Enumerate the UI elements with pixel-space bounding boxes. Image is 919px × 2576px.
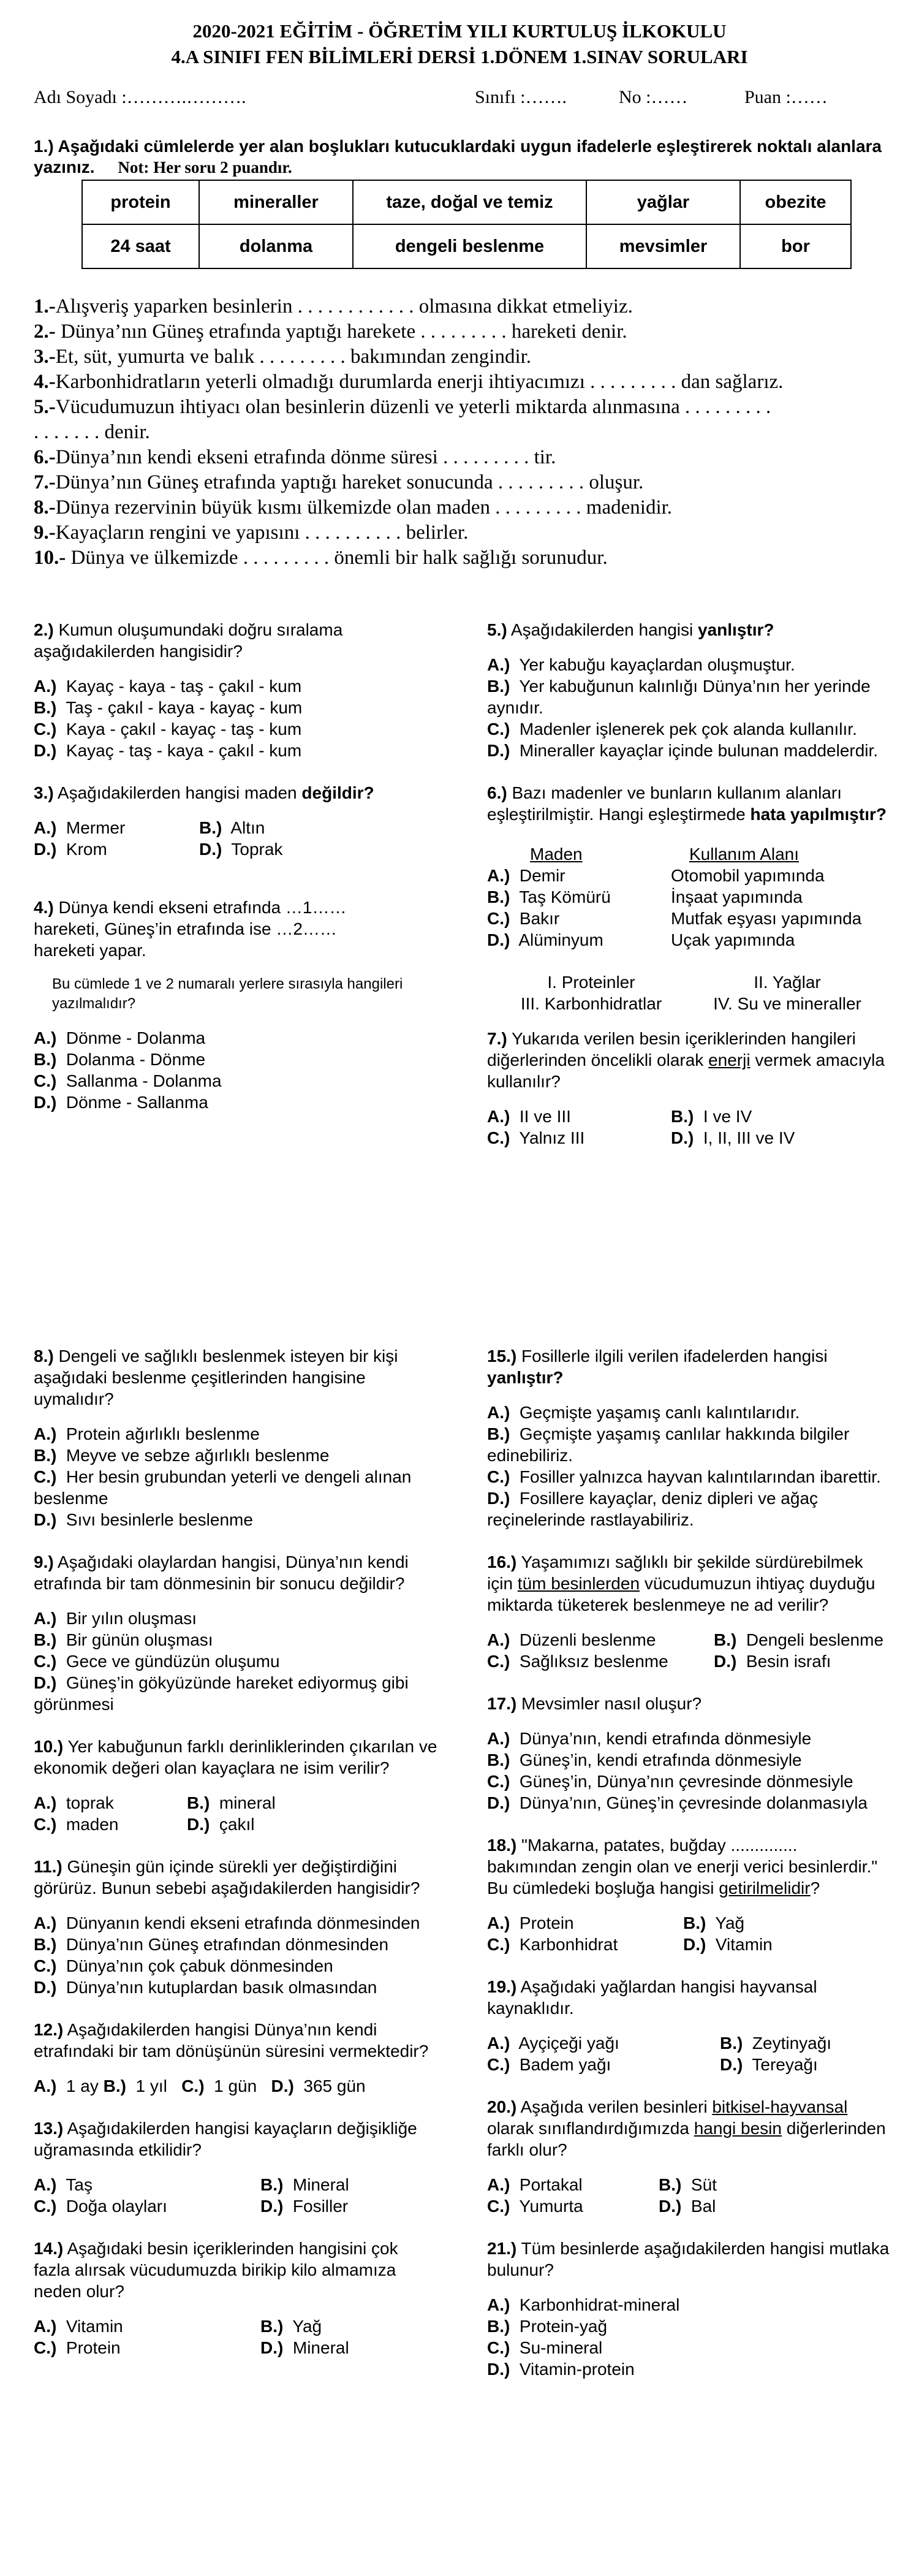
option-d[interactable]: D.) Sıvı besinlerle beslenme <box>34 1510 253 1529</box>
option-d[interactable]: D.) Fosillere kayaçlar, deniz dipleri ve ağaç reçinelerinde rastlayabiliriz. <box>487 1489 819 1529</box>
right-column-bottom <box>487 1345 891 2401</box>
question-text: 13.) Aşağıdakilerden hangisi kayaçların değişikliğe uğramasında etkilidir? <box>34 2119 417 2159</box>
exam-header <box>0 18 919 70</box>
question-text: 12.) Aşağıdakilerden hangisi Dünya’nın kendi etrafındaki bir tam dönüşünün süresini vermektedir? <box>34 2020 429 2061</box>
question-text: 4.) Dünya kendi ekseni etrafında …1…… hareketi, Güneş’in etrafında ise …2…… hareketi yapar. <box>34 898 347 960</box>
fill-item[interactable]: 9.-Kayaçların rengini ve yapısını . . . . . . . . . . belirler. <box>34 522 469 544</box>
option-d[interactable]: D.) Güneş’in gökyüzünde hareket ediyormuş gibi görünmesi <box>34 1673 409 1714</box>
question-text: 15.) Fosillerle ilgili verilen ifadelerden hangisi yanlıştır? <box>487 1347 828 1387</box>
word-cell: 24 saat <box>82 224 199 268</box>
option-a[interactable]: A.) Dünya’nın, kendi etrafında dönmesiyle <box>487 1729 812 1748</box>
option-a[interactable]: A.) toprak <box>34 1793 114 1812</box>
left-column-bottom <box>34 1345 438 2379</box>
option-c[interactable]: C.) Protein <box>34 2338 121 2357</box>
option-b[interactable]: B.) Meyve ve sebze ağırlıklı beslenme <box>34 1446 330 1465</box>
option-d[interactable]: D.) Toprak <box>199 840 283 859</box>
option-d[interactable]: D.) Besin israfı <box>714 1652 831 1671</box>
option-a[interactable]: A.) Mermer <box>34 818 126 837</box>
question-19 <box>487 1976 891 2075</box>
option-c[interactable]: C.) Sallanma - Dolanma <box>34 1071 222 1090</box>
option-b[interactable]: B.) Dolanma - Dönme <box>34 1050 206 1069</box>
option-a[interactable]: A.) Ayçiçeği yağı <box>487 2034 619 2053</box>
option-b[interactable]: B.) Yağ <box>260 2317 322 2336</box>
options <box>487 1106 891 1149</box>
option-b[interactable]: B.) Mineral <box>260 2175 349 2194</box>
option-d[interactable]: D.) Vitamin-protein <box>487 2360 635 2379</box>
question-8 <box>34 1345 438 1530</box>
question-16 <box>487 1551 891 1672</box>
option-c[interactable]: C.) Güneş’in, Dünya’nın çevresinde dönmesiyle <box>487 1772 853 1791</box>
option-b[interactable]: B.) Güneş’in, kendi etrafında dönmesiyle <box>487 1750 802 1769</box>
question-7 <box>487 971 891 1149</box>
fill-in-blanks <box>34 294 904 571</box>
option-b[interactable]: B.) Süt <box>659 2175 717 2194</box>
options <box>487 654 891 761</box>
option-b[interactable]: B.) Geçmişte yaşamış canlılar hakkında bilgiler edinebiliriz. <box>487 1424 850 1465</box>
usage-b: İnşaat yapımında <box>671 887 803 906</box>
question-5 <box>487 619 891 761</box>
question-text: 8.) Dengeli ve sağlıklı beslenmek isteyen bir kişi aşağıdaki beslenme çeşitlerinden hangisine uymalıdır? <box>34 1347 398 1408</box>
word-cell: yağlar <box>586 180 740 224</box>
question-text: 16.) Yaşamımızı sağlıklı bir şekilde sürdürebilmek için tüm besinlerden vücudumuzun ihtiyaç duyduğu miktarda tüketerek beslenmeye ne ad verilir? <box>487 1552 876 1614</box>
option-a[interactable]: A.) Yer kabuğu kayaçlardan oluşmuştur. <box>487 655 795 674</box>
option-d[interactable]: D.) Fosiller <box>260 2197 349 2216</box>
question-text: 2.) Kumun oluşumundaki doğru sıralama aşağıdakilerden hangisidir? <box>34 620 343 661</box>
question-text: 21.) Tüm besinlerde aşağıdakilerden hangisi mutlaka bulunur? <box>487 2239 890 2279</box>
fill-item[interactable]: 10.- Dünya ve ülkemizde . . . . . . . . . önemli bir halk sağlığı sorunudur. <box>34 547 608 569</box>
question-text: 6.) Bazı madenler ve bunların kullanım alanları eşleştirilmiştir. Hangi eşleştirmede hata yapılmıştır? <box>487 783 887 824</box>
option-d[interactable]: D.) Alüminyum <box>487 930 603 949</box>
question-12 <box>34 2019 438 2097</box>
nutrient-item: III. Karbonhidratlar <box>520 994 662 1013</box>
options <box>34 1608 438 1715</box>
option-a[interactable]: A.) Demir <box>487 866 565 885</box>
question-15 <box>487 1345 891 1530</box>
fill-item[interactable]: 1.-Alışveriş yaparken besinlerin . . . . . . . . . . . . olmasına dikkat etmeliyiz. <box>34 295 633 317</box>
option-b[interactable]: B.) Taş Kömürü <box>487 887 611 906</box>
option-c[interactable]: C.) Su-mineral <box>487 2338 603 2357</box>
fill-item[interactable]: 7.-Dünya’nın Güneş etrafında yaptığı hareket sonucunda . . . . . . . . . oluşur. <box>34 471 644 493</box>
question-text: 10.) Yer kabuğunun farklı derinliklerinden çıkarılan ve ekonomik değeri olan kayaçlara ne isim verilir? <box>34 1737 437 1777</box>
option-d[interactable]: D.) Dünya’nın, Güneş’in çevresinde dolanmasıyla <box>487 1793 868 1812</box>
name-field[interactable]: Adı Soyadı :……….………. <box>34 87 246 107</box>
option-a[interactable]: A.) 1 ay <box>34 2076 99 2095</box>
question-text: 3.) Aşağıdakilerden hangisi maden değildir? <box>34 783 374 802</box>
option-d[interactable]: D.) Dönme - Sallanma <box>34 1093 208 1112</box>
column-header-maden: Maden <box>530 845 583 864</box>
word-cell: mineraller <box>199 180 353 224</box>
options <box>487 1402 891 1530</box>
question-6 <box>487 782 891 951</box>
options <box>487 2174 891 2217</box>
option-a[interactable]: A.) Portakal <box>487 2175 583 2194</box>
header-line-1: 2020-2021 EĞİTİM - ÖĞRETİM YILI KURTULUŞ İLKOKULU <box>192 20 727 42</box>
word-cell: mevsimler <box>586 224 740 268</box>
left-column-top <box>34 619 438 1134</box>
nutrient-list <box>487 971 891 1014</box>
question-text: 20.) Aşağıda verilen besinleri bitkisel-hayvansal olarak sınıflandırdığımızda hangi besin diğerlerinden farklı olur? <box>487 2097 886 2159</box>
option-c[interactable]: C.) Kaya - çakıl - kayaç - taş - kum <box>34 720 302 739</box>
question-text: 17.) Mevsimler nasıl oluşur? <box>487 1694 702 1713</box>
question-text: 14.) Aşağıdaki besin içeriklerinden hangisini çok fazla alırsak vücudumuzda birikip kilo almamıza neden olur? <box>34 2239 398 2301</box>
question-17 <box>487 1693 891 1814</box>
option-d[interactable]: D.) Mineral <box>260 2338 349 2357</box>
option-c[interactable]: C.) Bakır <box>487 909 560 928</box>
option-c[interactable]: C.) Dünya’nın çok çabuk dönmesinden <box>34 1956 333 1975</box>
question-11 <box>34 1856 438 1998</box>
question-2 <box>34 619 438 761</box>
option-a[interactable]: A.) Protein <box>487 1913 574 1932</box>
fill-item[interactable]: 3.-Et, süt, yumurta ve balık . . . . . . . . . bakımından zengindir. <box>34 346 532 368</box>
fill-item[interactable]: . . . . . . . denir. <box>34 421 150 443</box>
option-c[interactable]: C.) Badem yağı <box>487 2055 611 2074</box>
nutrient-item: I. Proteinler <box>547 973 635 992</box>
option-c[interactable]: C.) 1 gün <box>181 2076 257 2095</box>
option-a[interactable]: A.) Dünyanın kendi ekseni etrafında dönmesinden <box>34 1913 420 1932</box>
option-c[interactable]: C.) Karbonhidrat <box>487 1935 618 1954</box>
option-d[interactable]: D.) Mineraller kayaçlar içinde bulunan maddelerdir. <box>487 741 879 760</box>
option-b[interactable]: B.) Yağ <box>683 1913 745 1932</box>
question-text: 19.) Aşağıdaki yağlardan hangisi hayvansal kaynaklıdır. <box>487 1977 817 2018</box>
question-text: 9.) Aşağıdaki olaylardan hangisi, Dünya’nın kendi etrafında bir tam dönmesinin bir sonucu değildir? <box>34 1552 409 1593</box>
number-field[interactable]: No :…… <box>619 87 688 107</box>
options <box>34 2174 438 2217</box>
option-c[interactable]: C.) Madenler işlenerek pek çok alanda kullanılır. <box>487 720 857 739</box>
option-c[interactable]: C.) Fosiller yalnızca hayvan kalıntılarından ibarettir. <box>487 1467 881 1486</box>
question-1-text: 1.) Aşağıdaki cümlelerde yer alan boşlukları kutucuklardaki uygun ifadelerle eşleştirerek noktalı alanlara yazınız. <box>34 137 882 177</box>
option-b[interactable]: B.) I ve IV <box>671 1107 752 1126</box>
usage-a: Otomobil yapımında <box>671 866 825 885</box>
fill-item[interactable]: 5.-Vücudumuzun ihtiyacı olan besinlerin düzenli ve yeterli miktarda alınmasına . . . . . . . . . <box>34 396 771 418</box>
fill-item[interactable]: 8.-Dünya rezervinin büyük kısmı ülkemizde olan maden . . . . . . . . . madenidir. <box>34 496 673 519</box>
option-d[interactable]: D.) Tereyağı <box>720 2055 818 2074</box>
option-a[interactable]: A.) II ve III <box>487 1107 571 1126</box>
question-text: 11.) Güneşin gün içinde sürekli yer değiştirdiğini görürüz. Bunun sebebi aşağıdakilerden hangisidir? <box>34 1857 420 1898</box>
option-b[interactable]: B.) Altın <box>199 818 265 837</box>
option-d[interactable]: D.) çakıl <box>187 1815 255 1834</box>
option-d[interactable]: D.) 365 gün <box>271 2076 366 2095</box>
word-box-row <box>82 180 851 224</box>
header-line-2: 4.A SINIFI FEN BİLİMLERİ DERSİ 1.DÖNEM 1.SINAV SORULARI <box>171 46 748 67</box>
word-cell: bor <box>740 224 851 268</box>
option-c[interactable]: C.) maden <box>34 1815 119 1834</box>
option-d[interactable]: D.) Vitamin <box>683 1935 773 1954</box>
question-14 <box>34 2238 438 2358</box>
options <box>487 2294 891 2380</box>
question-text: 5.) Aşağıdakilerden hangisi yanlıştır? <box>487 620 774 639</box>
word-box-table <box>81 180 852 269</box>
word-cell: obezite <box>740 180 851 224</box>
option-c[interactable]: C.) Yumurta <box>487 2197 583 2216</box>
option-a[interactable]: A.) Karbonhidrat-mineral <box>487 2295 680 2314</box>
options <box>34 675 438 761</box>
options <box>34 2316 438 2358</box>
question-4 <box>34 897 438 1113</box>
question-text: 18.) "Makarna, patates, buğday .............. bakımından zengin olan ve enerji verici besinlerdir." Bu cümledeki boşluğa hangisi getirilmelidir? <box>487 1836 878 1898</box>
option-b[interactable]: B.) Bir günün oluşması <box>34 1630 213 1649</box>
option-d[interactable]: D.) Kayaç - taş - kaya - çakıl - kum <box>34 741 302 760</box>
options <box>34 1423 438 1530</box>
options <box>487 1728 891 1814</box>
option-b[interactable]: B.) mineral <box>187 1793 276 1812</box>
option-b[interactable]: B.) Dünya’nın Güneş etrafından dönmesinden <box>34 1935 389 1954</box>
options <box>487 2032 891 2075</box>
option-a[interactable]: A.) Geçmişte yaşamış canlı kalıntılarıdır. <box>487 1403 800 1422</box>
column-header-kullanim: Kullanım Alanı <box>689 845 799 864</box>
option-a[interactable]: A.) Bir yılın oluşması <box>34 1609 197 1628</box>
option-a[interactable]: A.) Düzenli beslenme <box>487 1630 656 1649</box>
option-b[interactable]: B.) Zeytinyağı <box>720 2034 832 2053</box>
option-a[interactable]: A.) Dönme - Dolanma <box>34 1028 206 1047</box>
option-c[interactable]: D.) Krom <box>34 840 107 859</box>
right-column-top <box>487 619 891 1169</box>
question-20 <box>487 2096 891 2217</box>
options <box>34 1792 438 1835</box>
option-a[interactable]: A.) Vitamin <box>34 2317 123 2336</box>
matching-table <box>487 843 891 951</box>
word-box-row <box>82 224 851 268</box>
option-a[interactable]: A.) Protein ağırlıklı beslenme <box>34 1424 260 1443</box>
option-c[interactable]: C.) Her besin grubundan yeterli ve dengeli alınan beslenme <box>34 1467 412 1508</box>
nutrient-item: II. Yağlar <box>754 973 821 992</box>
option-c[interactable]: C.) Gece ve gündüzün oluşumu <box>34 1652 280 1671</box>
question-1-note: Not: Her soru 2 puandır. <box>118 158 292 177</box>
option-a[interactable]: A.) Taş <box>34 2175 93 2194</box>
option-d[interactable]: D.) I, II, III ve IV <box>671 1128 795 1147</box>
option-a[interactable]: A.) Kayaç - kaya - taş - çakıl - kum <box>34 677 302 696</box>
option-c[interactable]: C.) Doğa olayları <box>34 2197 167 2216</box>
question-9 <box>34 1551 438 1715</box>
word-cell: taze, doğal ve temiz <box>353 180 586 224</box>
question-1-title <box>34 136 891 178</box>
options <box>34 2075 438 2097</box>
option-c[interactable]: C.) Sağlıksız beslenme <box>487 1652 668 1671</box>
fill-item[interactable]: 6.-Dünya’nın kendi ekseni etrafında dönme süresi . . . . . . . . . tir. <box>34 446 556 468</box>
question-4-sub: Bu cümlede 1 ve 2 numaralı yerlere sırasıyla hangileri yazılmalıdır? <box>52 976 403 1012</box>
class-field[interactable]: Sınıfı :……. <box>475 87 567 107</box>
question-18 <box>487 1834 891 1955</box>
option-d[interactable]: D.) Dünya’nın kutuplardan basık olmasından <box>34 1978 377 1997</box>
question-10 <box>34 1736 438 1835</box>
options <box>34 817 438 860</box>
option-b[interactable]: B.) Yer kabuğunun kalınlığı Dünya’nın her yerinde aynıdır. <box>487 677 871 717</box>
fill-item[interactable]: 4.-Karbonhidratların yeterli olmadığı durumlarda enerji ihtiyacımızı . . . . . . . . . dan sağlarız. <box>34 371 784 393</box>
option-b[interactable]: B.) Dengeli beslenme <box>714 1630 884 1649</box>
options <box>34 1912 438 1998</box>
options <box>487 1912 891 1955</box>
question-text: 7.) Yukarıda verilen besin içeriklerinden hangileri diğerlerinden öncelikli olarak enerji vermek amacıyla kullanılır? <box>487 1029 885 1091</box>
option-d[interactable]: D.) Bal <box>659 2197 716 2216</box>
options <box>34 1027 438 1113</box>
option-b[interactable]: B.) 1 yıl <box>103 2076 167 2095</box>
fill-item[interactable]: 2.- Dünya’nın Güneş etrafında yaptığı harekete . . . . . . . . . hareketi denir. <box>34 321 627 343</box>
usage-c: Mutfak eşyası yapımında <box>671 909 862 928</box>
option-b[interactable]: B.) Taş - çakıl - kaya - kayaç - kum <box>34 698 303 717</box>
usage-d: Uçak yapımında <box>671 930 795 949</box>
option-b[interactable]: B.) Protein-yağ <box>487 2317 608 2336</box>
word-cell: dengeli beslenme <box>353 224 586 268</box>
word-cell: dolanma <box>199 224 353 268</box>
word-cell: protein <box>82 180 199 224</box>
option-c[interactable]: C.) Yalnız III <box>487 1128 585 1147</box>
score-field[interactable]: Puan :…… <box>744 87 828 107</box>
nutrient-item: IV. Su ve mineraller <box>713 994 861 1013</box>
question-21 <box>487 2238 891 2380</box>
question-3 <box>34 782 438 860</box>
options <box>487 1629 891 1672</box>
question-13 <box>34 2118 438 2217</box>
